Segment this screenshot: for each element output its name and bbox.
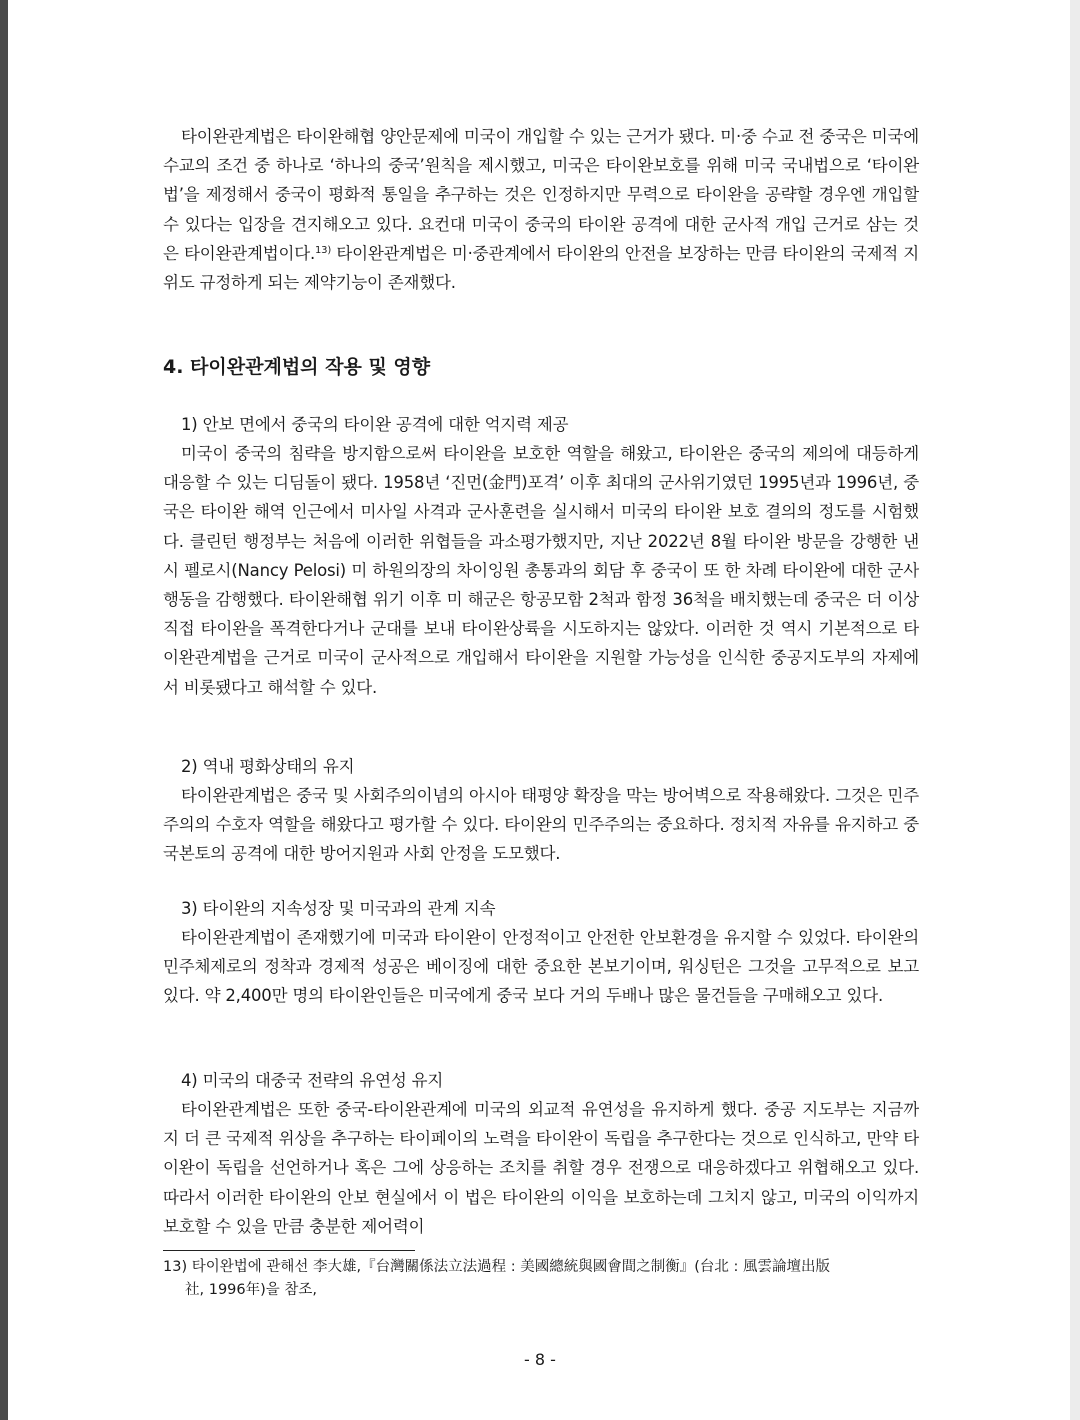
subsection-1-heading: 1) 안보 면에서 중국의 타이완 공격에 대한 억지력 제공 (181, 415, 569, 434)
subsection-3-heading: 3) 타이완의 지속성장 및 미국과의 관계 지속 (181, 899, 496, 918)
subsection-1-text: 미국이 중국의 침략을 방지함으로써 타이완을 보호한 역할을 해왔고, 타이완은 중국의 제의에 대등하게 대응할 수 있는 디딤돌이 됐다. 1958년 ‘진먼(金門)포격’ 이후 최대의 군사위기였던 1995년과 1996년, 중국은 타이완 해역 인근에서 미사일 사격과 군사훈련을 실시해서 미국의 타이완 보호 결의의 정도를 시험했다. 클린턴 행정부는 처음에 이러한 위협들을 과소평가했지만, 지난 2022년 8월 타이완 방문을 강행한 낸시 펠로시(Nancy Pelosi) 미 하원의장의 차이잉원 총통과의 회담 후 중국이 또 한 차례 타이완에 대한 군사행동을 감행했다. 타이완해협 위기 이후 미 해군은 항공모함 2척과 함정 36척을 배치했는데 중국은 더 이상 직접 타이완을 폭격한다거나 군대를 보내 타이완상륙을 시도하지는 않았다. 이러한 것 역시 기본적으로 타이완관계법을 근거로 미국이 군사적으로 개입해서 타이완을 지원할 가능성을 인식한 중공지도부의 자제에서 비롯됐다고 해석할 수 있다. (163, 444, 919, 697)
section-heading: 4. 타이완관계법의 작용 및 영향 (163, 356, 431, 378)
footnote-divider (163, 1250, 415, 1251)
right-edge-shadow (1070, 0, 1080, 1420)
intro-text: 타이완관계법은 타이완해협 양안문제에 미국이 개입할 수 있는 근거가 됐다. 미·중 수교 전 중국은 미국에 수교의 조건 중 하나로 ‘하나의 중국’원칙을 제시했고, 미국은 타이완보호를 위해 미국 국내법으로 ‘타이완법’을 제정해서 중국이 평화적 통일을 추구하는 것은 인정하지만 무력으로 타이완을 공략할 경우엔 개입할 수 있다는 입장을 견지해오고 있다. 요컨대 미국이 중국의 타이완 공격에 대한 군사적 개입 근거로 삼는 것은 타이완관계법이다. (163, 127, 919, 263)
subsection-4-heading: 4) 미국의 대중국 전략의 유연성 유지 (181, 1071, 444, 1090)
footnote-13 (163, 1256, 919, 1302)
intro-text-tail: 타이완관계법은 미·중관계에서 타이완의 안전을 보장하는 만큼 타이완의 국제적 지위도 규정하게 되는 제약기능이 존재했다. (163, 243, 919, 293)
page-number: - 8 - (524, 1350, 556, 1369)
subsection-2-text: 타이완관계법은 중국 및 사회주의이념의 아시아 태평양 확장을 막는 방어벽으로 작용해왔다. 그것은 민주주의의 수호자 역할을 해왔다고 평가할 수 있다. 타이완의 민주주의는 중요하다. 정치적 자유를 유지하고 중국본토의 공격에 대한 방어지원과 사회 안정을 도모했다. (163, 786, 919, 864)
subsection-2-heading: 2) 역내 평화상태의 유지 (181, 757, 355, 776)
intro-paragraph (163, 122, 919, 297)
subsection-4-text: 타이완관계법은 또한 중국-타이완관계에 미국의 외교적 유연성을 유지하게 했다. 중공 지도부는 지금까지 더 큰 국제적 위상을 추구하는 타이페이의 노력을 타이완이 독립을 추구한다는 것으로 인식하고, 만약 타이완이 독립을 선언하거나 혹은 그에 상응하는 조치를 취할 경우 전쟁으로 대응하겠다고 위협해오고 있다. 따라서 이러한 타이완의 안보 현실에서 이 법은 타이완의 이익을 보호하는데 그치지 않고, 미국의 이익까지 보호할 수 있을 만큼 충분한 제어력이 (163, 1100, 919, 1236)
footnote-line-2: 社, 1996年)을 참조, (185, 1282, 318, 1298)
subsection-3-text: 타이완관계법이 존재했기에 미국과 타이완이 안정적이고 안전한 안보환경을 유지할 수 있었다. 타이완의 민주체제로의 정착과 경제적 성공은 베이징에 대한 중요한 본보기이며, 워싱턴은 그것을 고무적으로 보고 있다. 약 2,400만 명의 타이완인들은 미국에게 중국 보다 거의 두배나 많은 물건들을 구매해오고 있다. (163, 928, 919, 1006)
footnote-line-1: 13) 타이완법에 관해선 李大雄,『台灣關係法立法過程 : 美國總統與國會間之制衡』(台北 : 風雲論壇出版 (163, 1259, 830, 1275)
footnote-ref-13[interactable]: 13) (315, 244, 332, 256)
left-edge-shadow (0, 0, 8, 1420)
